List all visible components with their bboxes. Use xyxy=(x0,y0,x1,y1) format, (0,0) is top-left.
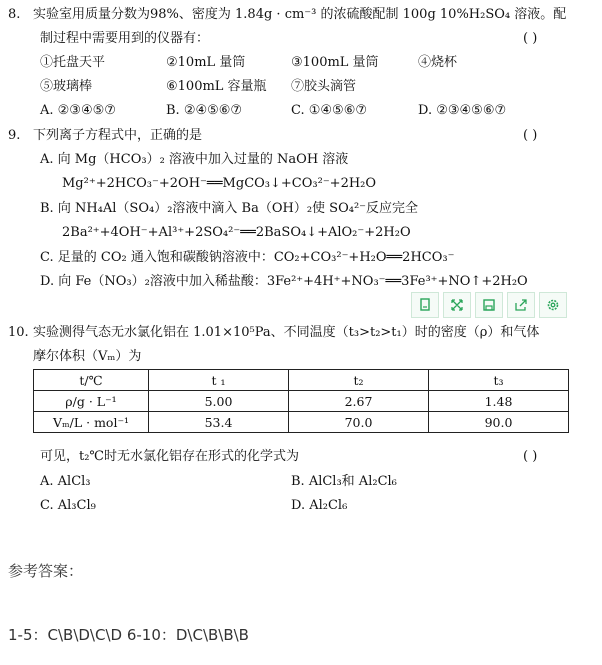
table-cell: ρ/g · L⁻¹ xyxy=(34,391,149,412)
answer-key: 1-5：C\B\D\C\D 6-10：D\C\B\B\B xyxy=(8,626,249,644)
q8-item-2: ②10mL 量筒 xyxy=(166,55,246,70)
q9-option-b-equation: 2Ba²⁺+4OH⁻+Al³⁺+2SO₄²⁻══2BaSO₄↓+AlO₂⁻+2H₂O xyxy=(62,225,411,240)
table-row xyxy=(34,412,569,433)
q8-item-1: ①托盘天平 xyxy=(40,55,106,70)
q8-option-b: B. ②④⑤⑥⑦ xyxy=(166,103,243,118)
q8-stem-line2: 制过程中需要用到的仪器有： xyxy=(40,31,210,46)
q10-stem-line1: 实验测得气态无水氯化铝在 1.01×10⁵Pa、不同温度（t₃>t₂>t₁）时的密度（ρ）和气体 xyxy=(33,325,540,340)
table-cell: 53.4 xyxy=(149,412,289,433)
table-cell: 1.48 xyxy=(429,391,569,412)
q9-answer-paren: ( ) xyxy=(523,128,538,143)
q8-item-7: ⑦胶头滴管 xyxy=(291,79,357,94)
q8-number: 8. xyxy=(8,7,21,22)
q8-item-4: ④烧杯 xyxy=(418,55,458,70)
save-icon[interactable] xyxy=(475,292,503,318)
q10-follow-up: 可见，t₂℃时无水氯化铝存在形式的化学式为 xyxy=(40,449,299,464)
q10-option-c: C. Al₃Cl₉ xyxy=(40,498,96,513)
table-row xyxy=(34,391,569,412)
q8-item-6: ⑥100mL 容量瓶 xyxy=(166,79,267,94)
table-cell: 70.0 xyxy=(289,412,429,433)
q9-option-a-equation: Mg²⁺+2HCO₃⁻+2OH⁻══MgCO₃↓+CO₃²⁻+2H₂O xyxy=(62,176,377,191)
share-icon[interactable] xyxy=(507,292,535,318)
q9-option-b: B. 向 NH₄Al（SO₄）₂溶液中滴入 Ba（OH）₂使 SO₄²⁻反应完全 xyxy=(40,201,419,216)
q10-number: 10. xyxy=(8,325,29,340)
table-header-cell: t₂ xyxy=(289,370,429,391)
table-cell: 2.67 xyxy=(289,391,429,412)
floating-toolbar xyxy=(411,292,569,318)
data-table xyxy=(33,369,569,433)
q9-stem: 下列离子方程式中，正确的是 xyxy=(33,128,203,143)
q10-option-d: D. Al₂Cl₆ xyxy=(291,498,348,513)
q8-option-c: C. ①④⑤⑥⑦ xyxy=(291,103,368,118)
q8-stem-line1: 实验室用质量分数为98%、密度为 1.84g · cm⁻³ 的浓硫酸配制 100g 10%H₂SO₄ 溶液。配 xyxy=(33,7,567,22)
q8-answer-paren: ( ) xyxy=(523,31,538,46)
q9-option-c: C. 足量的 CO₂ 通入饱和碳酸钠溶液中：CO₂+CO₃²⁻+H₂O══2HCO₃⁻ xyxy=(40,250,455,265)
q9-option-a: A. 向 Mg（HCO₃）₂ 溶液中加入过量的 NaOH 溶液 xyxy=(40,152,349,167)
table-cell: 5.00 xyxy=(149,391,289,412)
table-cell: 90.0 xyxy=(429,412,569,433)
settings-icon[interactable] xyxy=(539,292,567,318)
q10-option-b: B. AlCl₃和 Al₂Cl₆ xyxy=(291,474,397,489)
q10-stem-line2: 摩尔体积（Vₘ）为 xyxy=(33,349,142,364)
q10-option-a: A. AlCl₃ xyxy=(40,474,91,489)
table-header-cell: t₃ xyxy=(429,370,569,391)
table-header-row xyxy=(34,370,569,391)
q10-answer-paren: ( ) xyxy=(523,449,538,464)
q8-item-3: ③100mL 量筒 xyxy=(291,55,379,70)
table-header-cell: t ₁ xyxy=(149,370,289,391)
table-header-cell: t/℃ xyxy=(34,370,149,391)
table-cell: Vₘ/L · mol⁻¹ xyxy=(34,412,149,433)
q8-item-5: ⑤玻璃棒 xyxy=(40,79,93,94)
q9-number: 9. xyxy=(8,128,21,143)
q9-option-d: D. 向 Fe（NO₃）₂溶液中加入稀盐酸：3Fe²⁺+4H⁺+NO₃⁻══3Fe³⁺+NO↑+2H₂O xyxy=(40,274,528,289)
answer-heading: 参考答案： xyxy=(8,562,84,580)
copy-icon[interactable] xyxy=(411,292,439,318)
q8-option-a: A. ②③④⑤⑦ xyxy=(40,103,116,118)
q8-option-d: D. ②③④⑤⑥⑦ xyxy=(418,103,507,118)
expand-icon[interactable] xyxy=(443,292,471,318)
